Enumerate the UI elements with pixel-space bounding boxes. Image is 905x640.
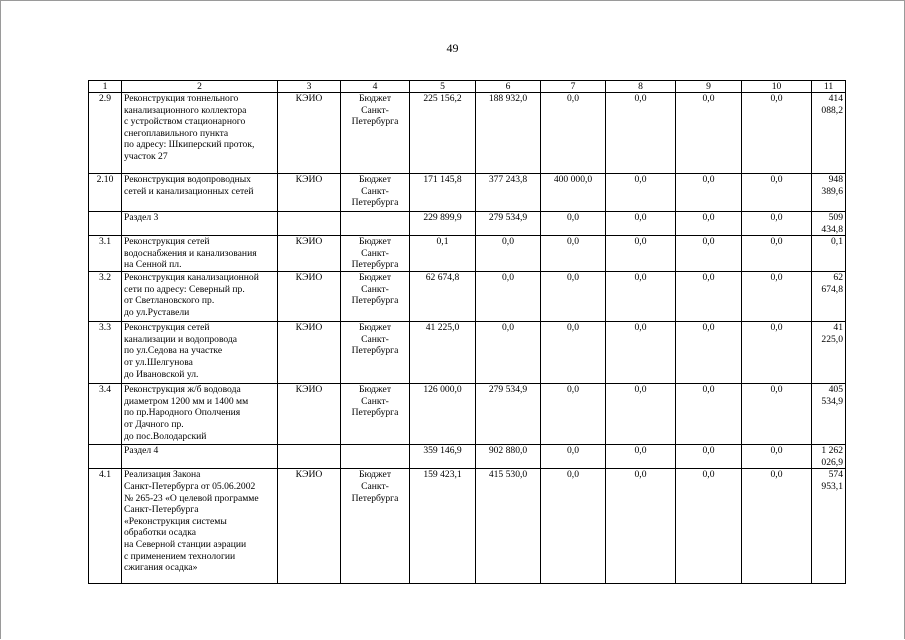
amount-cell: 0,0 [606,469,676,584]
header-cell: 1 [89,81,122,93]
text-line: Петербурга [351,116,399,128]
executor-cell: КЭИО [278,469,341,584]
description-cell [122,174,278,212]
header-cell: 3 [278,81,341,93]
funding-source-cell [341,384,410,445]
text-line: по ул.Седова на участке [124,345,223,357]
funding-source-cell [341,445,410,469]
total-amount-cell: 574 953,1 [812,469,846,584]
amount-cell: 171 145,8 [410,174,476,212]
executor-cell: КЭИО [278,322,341,384]
text-line: Санкт- [361,185,389,197]
funding-source-cell [341,322,410,384]
text-line: до пос.Володарский [124,430,207,442]
text-line: Бюджет [358,384,392,396]
header-cell: 6 [476,81,541,93]
text-line: сжигания осадка» [124,562,198,574]
amount-cell: 62 674,8 [410,272,476,322]
amount-cell: 0,0 [676,469,742,584]
amount-cell: 159 423,1 [410,469,476,584]
executor-cell [278,445,341,469]
executor-cell: КЭИО [278,174,341,212]
funding-source-cell [341,236,410,272]
text-line: Петербурга [351,407,399,419]
table-row [89,469,846,584]
total-amount-cell: 62 674,8 [812,272,846,322]
funding-source-cell [341,469,410,584]
description-cell [122,322,278,384]
text-line: Бюджет [358,93,392,104]
amount-cell: 0,0 [742,272,812,322]
description-cell [122,384,278,445]
text-line: на Северной станции аэрации [124,538,247,550]
executor-cell: КЭИО [278,93,341,174]
amount-cell: 279 534,9 [476,384,541,445]
row-number-cell [89,445,122,469]
text-line: по пр.Народного Ополчения [124,407,241,419]
text-line: Раздел 4 [124,445,159,457]
text-line: Реконструкция канализационной [124,272,259,284]
description-cell [122,236,278,272]
description-cell [122,93,278,174]
amount-cell: 229 899,9 [410,212,476,236]
header-cell: 2 [122,81,278,93]
description-cell [122,469,278,584]
amount-cell: 0,0 [676,272,742,322]
text-line: Петербурга [351,259,399,271]
table-row [89,174,846,212]
amount-cell: 415 530,0 [476,469,541,584]
amount-cell: 0,0 [606,322,676,384]
amount-cell: 0,0 [742,174,812,212]
amount-cell: 0,0 [606,212,676,236]
amount-cell: 0,0 [541,322,606,384]
text-line: Реконструкция водопроводных [124,174,251,185]
section-total-row [89,445,846,469]
amount-cell: 41 225,0 [410,322,476,384]
total-amount-cell: 948 389,6 [812,174,846,212]
amount-cell: 0,0 [541,445,606,469]
text-line: диаметром 1200 мм и 1400 мм [124,395,249,407]
text-line: Санкт- [361,247,389,259]
text-line: Санкт- [361,395,389,407]
text-line: сети по адресу: Северный пр. [124,283,245,295]
amount-cell: 0,0 [606,236,676,272]
amount-cell: 188 932,0 [476,93,541,174]
text-line: Бюджет [358,272,392,284]
row-number-cell: 2.10 [89,174,122,212]
text-line: Петербурга [351,295,399,307]
header-cell: 11 [812,81,846,93]
amount-cell: 0,0 [676,212,742,236]
amount-cell: 0,0 [541,93,606,174]
amount-cell: 377 243,8 [476,174,541,212]
header-cell: 9 [676,81,742,93]
text-line: Петербурга [351,197,399,209]
amount-cell: 359 146,9 [410,445,476,469]
amount-cell: 0,0 [676,236,742,272]
amount-cell: 400 000,0 [541,174,606,212]
amount-cell: 0,0 [742,469,812,584]
table-row [89,384,846,445]
row-number-cell: 3.4 [89,384,122,445]
text-line: с устройством стационарного [124,116,246,128]
amount-cell: 0,0 [742,93,812,174]
executor-cell: КЭИО [278,384,341,445]
row-number-cell: 3.1 [89,236,122,272]
table-row [89,93,846,174]
table-row [89,272,846,322]
text-line: Бюджет [358,236,392,248]
total-amount-cell: 509 434,8 [812,212,846,236]
header-cell: 10 [742,81,812,93]
total-amount-cell: 0,1 [812,236,846,272]
row-number-cell: 3.2 [89,272,122,322]
amount-cell: 0,0 [742,445,812,469]
text-line: снегоплавильного пункта [124,127,229,139]
text-line: водоснабжения и канализования [124,247,257,259]
text-line: Реконструкция сетей [124,322,210,334]
amount-cell: 0,1 [410,236,476,272]
amount-cell: 0,0 [742,212,812,236]
table-row [89,322,846,384]
text-line: обработки осадка [124,527,196,539]
description-cell [122,272,278,322]
header-cell: 8 [606,81,676,93]
text-line: с применением технологии [124,550,236,562]
text-line: Санкт- [361,480,389,492]
funding-source-cell [341,272,410,322]
text-line: от ул.Шелгунова [124,356,193,368]
row-number-cell: 4.1 [89,469,122,584]
funding-source-cell [341,93,410,174]
amount-cell: 0,0 [606,384,676,445]
text-line: Санкт-Петербурга от 05.06.2002 [124,480,256,492]
section-total-row [89,212,846,236]
amount-cell: 0,0 [742,236,812,272]
amount-cell: 0,0 [676,322,742,384]
program-table [88,80,846,584]
amount-cell: 0,0 [541,212,606,236]
page-number: 49 [446,41,459,55]
amount-cell: 0,0 [541,272,606,322]
text-line: канализации и водопровода [124,333,238,345]
text-line: Бюджет [358,469,392,481]
amount-cell: 126 000,0 [410,384,476,445]
table-row [89,236,846,272]
text-line: Бюджет [358,174,392,185]
amount-cell: 0,0 [606,445,676,469]
text-line: до ул.Руставели [124,306,190,318]
row-number-cell: 3.3 [89,322,122,384]
amount-cell: 0,0 [476,322,541,384]
description-cell [122,445,278,469]
amount-cell: 0,0 [476,272,541,322]
executor-cell: КЭИО [278,272,341,322]
header-cell: 5 [410,81,476,93]
text-line: Санкт- [361,104,389,116]
text-line: Реконструкция тоннельного [124,93,239,104]
amount-cell: 902 880,0 [476,445,541,469]
text-line: канализационного коллектора [124,104,247,116]
row-number-cell: 2.9 [89,93,122,174]
amount-cell: 0,0 [676,174,742,212]
amount-cell: 279 534,9 [476,212,541,236]
text-line: Реализация Закона [124,469,201,481]
text-line: Реконструкция сетей [124,236,210,248]
amount-cell: 225 156,2 [410,93,476,174]
funding-source-cell [341,212,410,236]
amount-cell: 0,0 [742,384,812,445]
text-line: от Дачного пр. [124,418,184,430]
amount-cell: 0,0 [541,384,606,445]
amount-cell: 0,0 [541,469,606,584]
text-line: Реконструкция ж/б водовода [124,384,241,396]
amount-cell: 0,0 [742,322,812,384]
total-amount-cell: 1 262 026,9 [812,445,846,469]
amount-cell: 0,0 [606,174,676,212]
text-line: на Сенной пл. [124,259,182,271]
header-cell: 7 [541,81,606,93]
text-line: Санкт- [361,333,389,345]
text-line: Санкт- [361,283,389,295]
text-line: сетей и канализационных сетей [124,185,254,197]
row-number-cell [89,212,122,236]
text-line: Санкт-Петербурга [124,504,199,516]
total-amount-cell: 414 088,2 [812,93,846,174]
amount-cell: 0,0 [606,272,676,322]
executor-cell: КЭИО [278,236,341,272]
text-line: по адресу: Шкиперский проток, [124,139,255,151]
amount-cell: 0,0 [541,236,606,272]
text-line: Петербурга [351,345,399,357]
text-line: от Светлановского пр. [124,295,215,307]
executor-cell [278,212,341,236]
total-amount-cell: 41 225,0 [812,322,846,384]
header-row [89,81,846,93]
amount-cell: 0,0 [606,93,676,174]
amount-cell: 0,0 [676,445,742,469]
text-line: участок 27 [124,150,168,162]
amount-cell: 0,0 [476,236,541,272]
description-cell [122,212,278,236]
text-line: «Реконструкция системы [124,515,227,527]
total-amount-cell: 405 534,9 [812,384,846,445]
text-line: Раздел 3 [124,212,159,223]
text-line: до Ивановской ул. [124,368,199,380]
header-cell: 4 [341,81,410,93]
amount-cell: 0,0 [676,93,742,174]
amount-cell: 0,0 [676,384,742,445]
text-line: Бюджет [358,322,392,334]
funding-source-cell [341,174,410,212]
text-line: Петербурга [351,492,399,504]
text-line: № 265-23 «О целевой программе [124,492,259,504]
